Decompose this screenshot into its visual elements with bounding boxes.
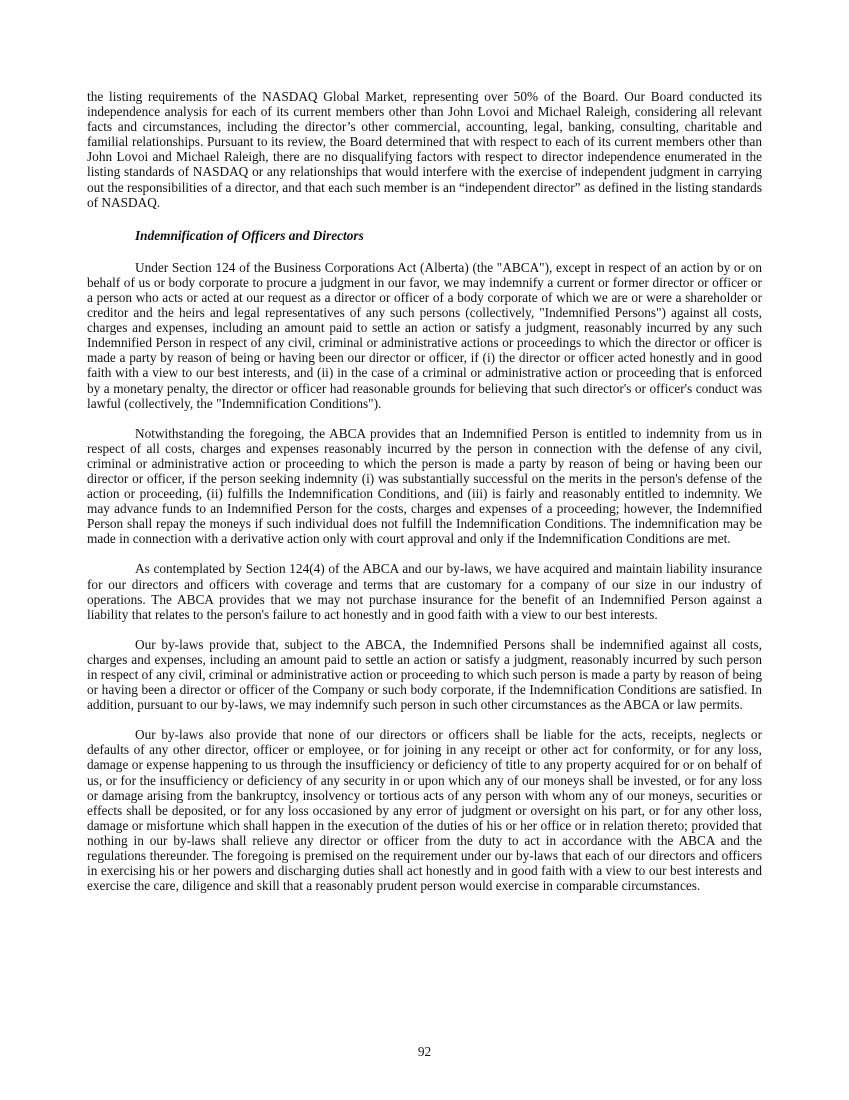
paragraph-indemnity-entitlement: Notwithstanding the foregoing, the ABCA provides that an Indemnified Person is entitled to indemnity from us in respect of all costs, charges and expenses reasonably incurred by the person in connection with the defense of any civil, criminal or administrative action or proceeding to which the person is made a party by reason of being or having been our director or officer, if the person seeking indemnity (i) was substantially successful on the merits in the person's defense of the action or proceeding, (ii) fulfills the Indemnification Conditions, and (iii) is fairly and reasonably entitled to indemnity. We may advance funds to an Indemnified Person for the costs, charges and expenses of a proceeding; however, the Indemnified Person shall repay the moneys if such individual does not fulfill the Indemnification Conditions. The indemnification may be made in connection with a derivative action only with court approval and only if the Indemnification Conditions are met. (87, 425, 762, 547)
page-number: 92 (417, 1044, 432, 1059)
paragraph-bylaws-liability: Our by-laws also provide that none of our directors or officers shall be liable for the acts, receipts, neglects or defaults of any other director, officer or employee, or for joining in any receipt or other act for conformity, or for any loss, damage or expense happening to us through the insufficiency or deficiency of title to any property acquired for or on behalf of us, or for the insufficiency or deficiency of any security in or upon which any of our moneys shall be invested, or for any loss or damage arising from the bankruptcy, insolvency or tortious acts of any person with whom any of our moneys, securities or effects shall be deposited, or for any loss occasioned by any error of judgment or oversight on his part, or for any other loss, damage or misfortune which shall happen in the execution of the duties of his or her office or in relation thereto; provided that nothing in our by-laws shall relieve any director or officer from the duty to act in accordance with the ABCA and the regulations thereunder. The foregoing is premised on the requirement under our by-laws that each of our directors and officers in exercising his or her powers and discharging duties shall act honestly and in good faith with a view to our best interests and exercise the care, diligence and skill that a reasonably prudent person would exercise in comparable circumstances. (87, 727, 762, 894)
page-content (87, 89, 762, 893)
paragraph-abca-section-124: Under Section 124 of the Business Corporations Act (Alberta) (the "ABCA"), except in respect of an action by or on behalf of us or body corporate to procure a judgment in our favor, we may indemnify a current or former director or officer or a person who acts or acted at our request as a director or officer of a body corporate of which we are or were a shareholder or creditor and the heirs and legal representatives of any such persons (collectively, "Indemnified Persons") against all costs, charges and expenses, including an amount paid to settle an action or satisfy a judgment, reasonably incurred by any such Indemnified Person in respect of any civil, criminal or administrative actions or proceedings to which the director or officer is made a party by reason of being or having been our director or officer, if (i) the director or officer acted honestly and in good faith with a view to our best interests, and (ii) in the case of a criminal or administrative action or proceeding that is enforced by a monetary penalty, the director or officer had reasonable grounds for believing that such director's or officer's conduct was lawful (collectively, the "Indemnification Conditions"). (87, 259, 762, 411)
paragraph-liability-insurance: As contemplated by Section 124(4) of the ABCA and our by-laws, we have acquired and maintain liability insurance for our directors and officers with coverage and terms that are customary for a company of our size in our industry of operations. The ABCA provides that we may not purchase insurance for the benefit of an Indemnified Person against a liability that relates to the person's failure to act honestly and in good faith with a view to our best interests. (87, 561, 762, 622)
paragraph-bylaws-indemnification: Our by-laws provide that, subject to the ABCA, the Indemnified Persons shall be indemnified against all costs, charges and expenses, including an amount paid to settle an action or satisfy a judgment, reasonably incurred by such person in respect of any civil, criminal or administrative action or proceeding to which such person is made a party by reason of being or having been a director or officer of the Company or such body corporate, if the Indemnification Conditions are satisfied. In addition, pursuant to our by-laws, we may indemnify such person in such other circumstances as the ABCA or law permits. (87, 636, 762, 713)
paragraph-board-independence: the listing requirements of the NASDAQ Global Market, representing over 50% of the Board. Our Board conducted its independence analysis for each of its current members other than John Lovoi and Michael Raleigh, considering all relevant facts and circumstances, including the director’s other commercial, accounting, legal, banking, consulting, charitable and familial relationships. Pursuant to its review, the Board determined that with respect to each of its current members other than John Lovoi and Michael Raleigh, there are no disqualifying factors with respect to director independence enumerated in the listing standards of NASDAQ or any relationships that would interfere with the exercise of independent judgment in carrying out the responsibilities of a director, and that each such member is an “independent director” as defined in the listing standards of NASDAQ. (87, 89, 762, 210)
section-heading: Indemnification of Officers and Directors (135, 227, 364, 243)
